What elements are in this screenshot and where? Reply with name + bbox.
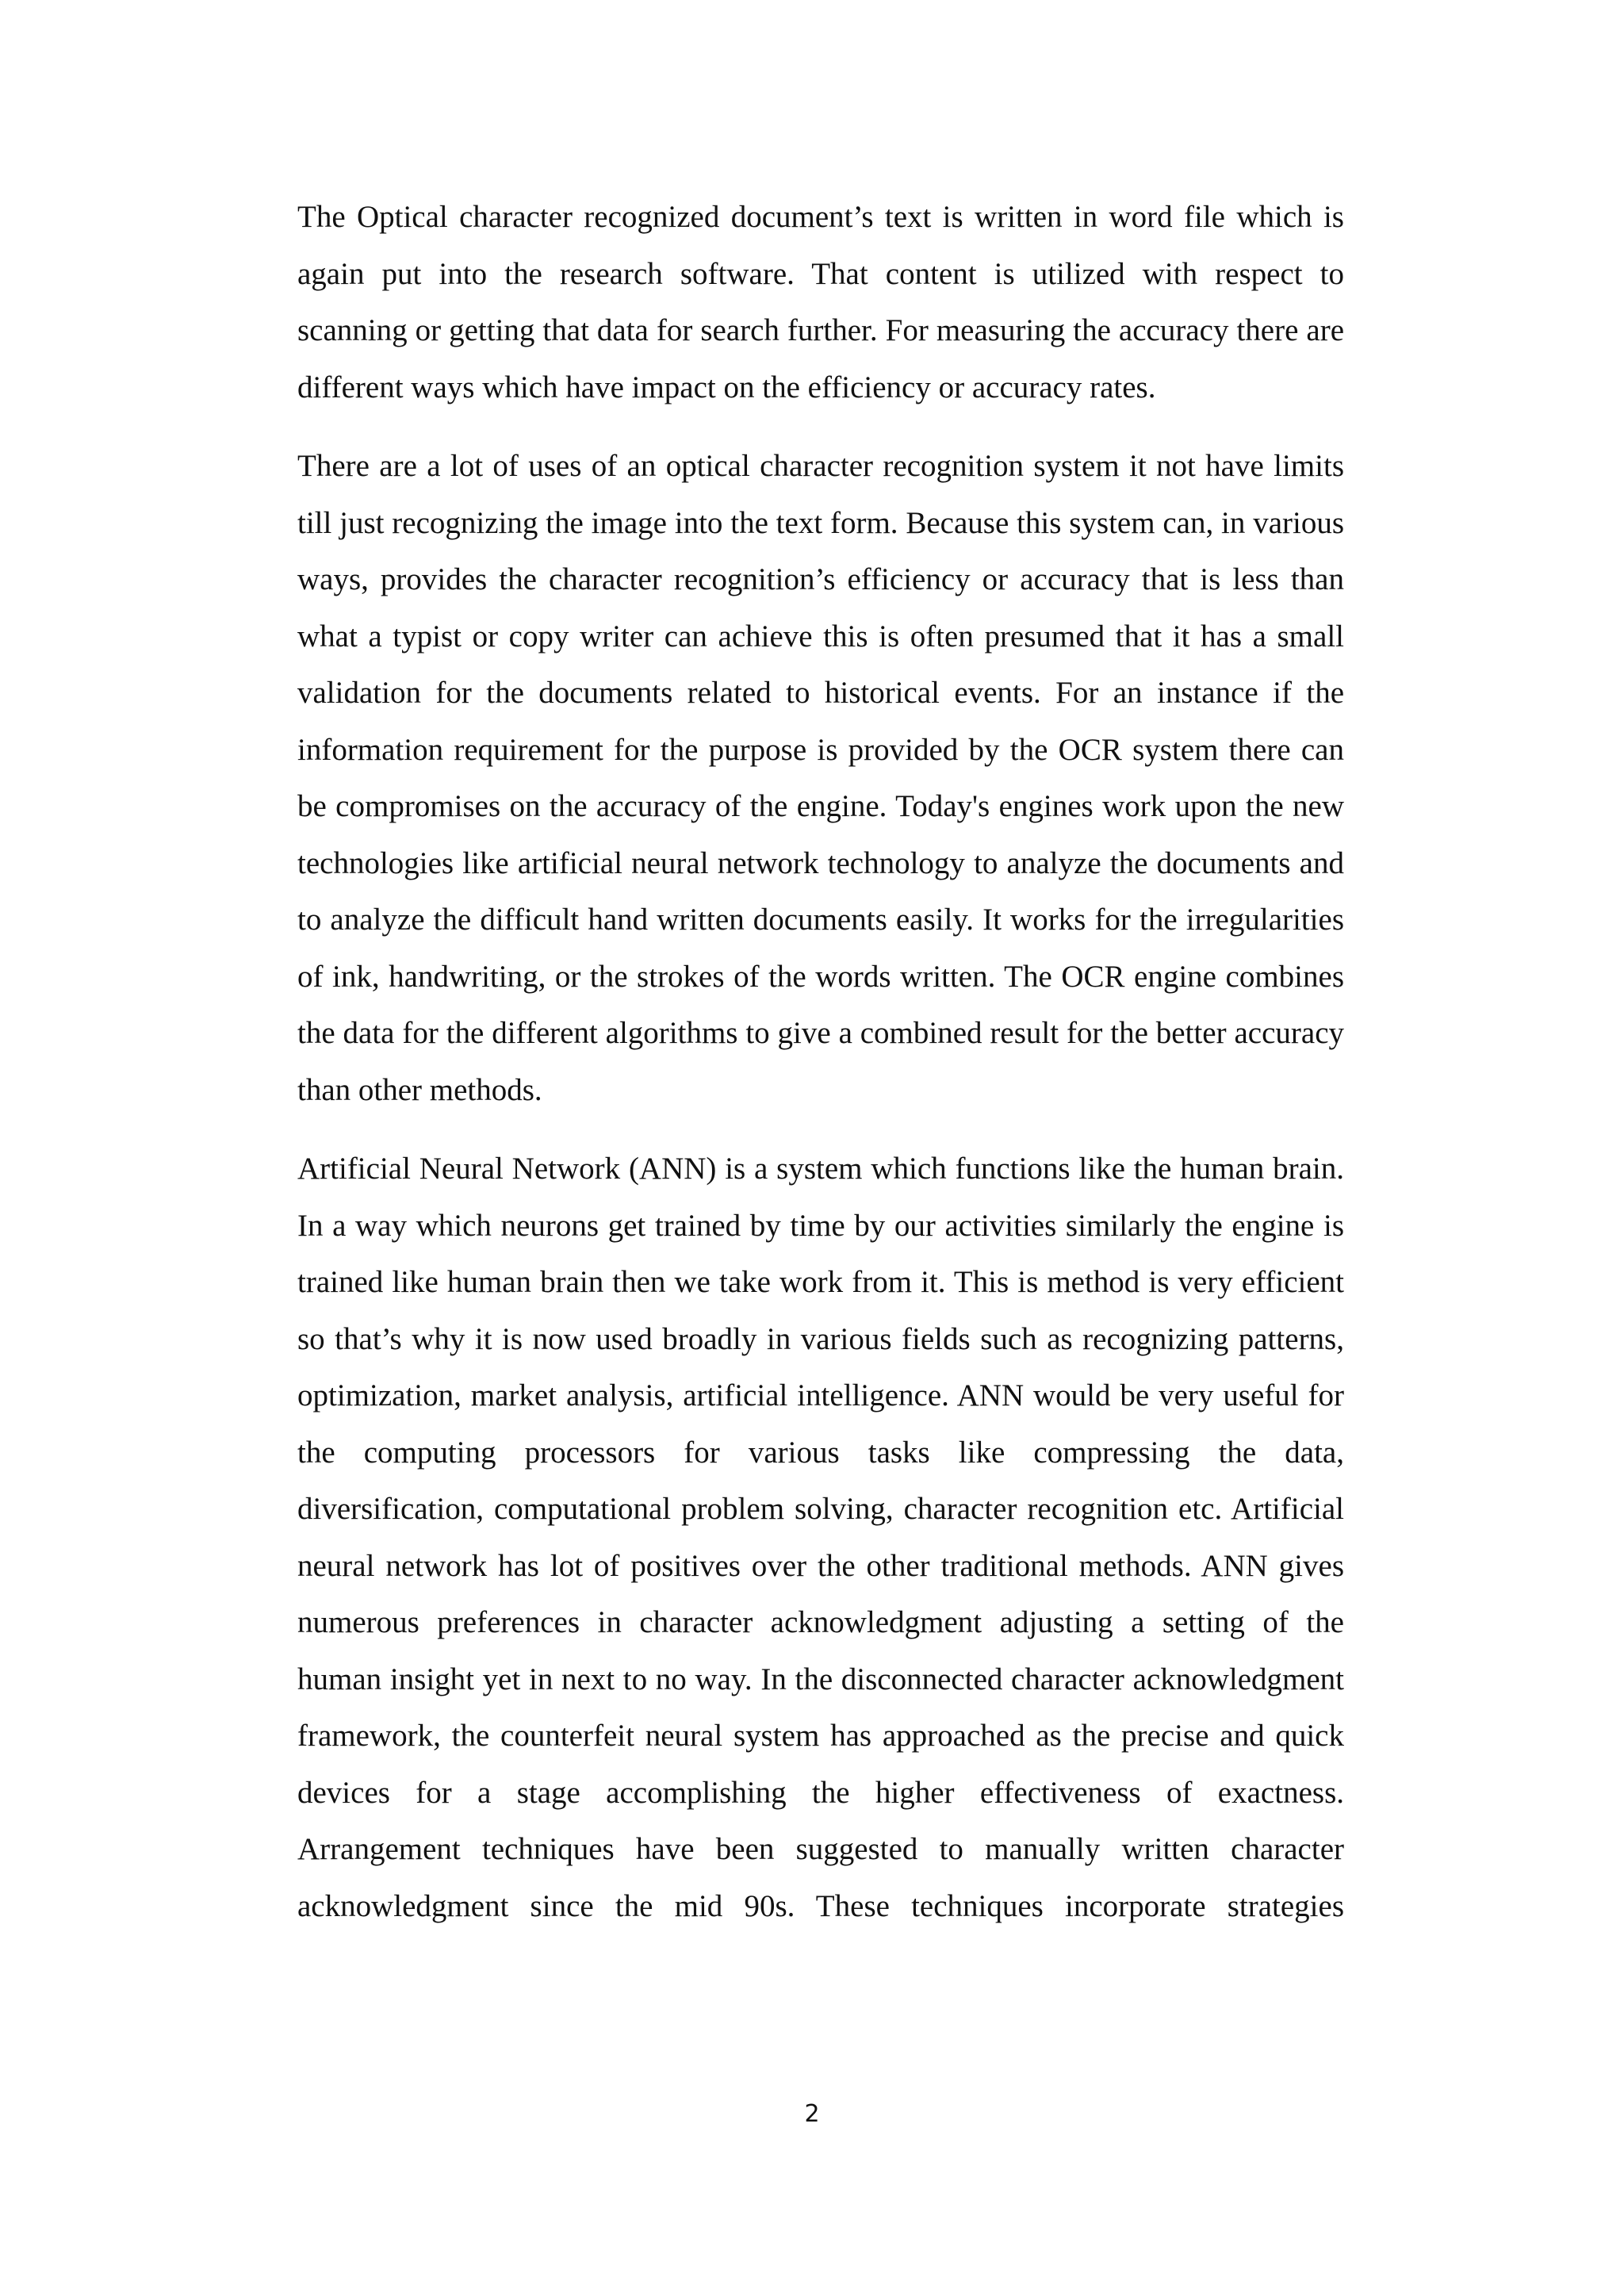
- paragraph-ocr-uses: There are a lot of uses of an optical character recognition system it not have limits till just recognizing the image into the text form. Because this system can, in various ways, provides the character recognition’s efficiency or accuracy that is less than what a typist or copy writer can achieve this is often presumed that it has a small validation for the documents related to historical events. For an instance if the information requirement for the purpose is provided by the OCR system there can be compromises on the accuracy of the engine. Today's engines work upon the new technologies like artificial neural network technology to analyze the documents and to analyze the difficult hand written documents easily. It works for the irregularities of ink, handwriting, or the strokes of the words written. The OCR engine combines the data for the different algorithms to give a combined result for the better accuracy than other methods.: [297, 449, 1344, 1107]
- paragraph-ocr-output: The Optical character recognized document’s text is written in word file which is again put into the research software. That content is utilized with respect to scanning or getting that data for search further. For measuring the accuracy there are different ways which have impact on the efficiency or accuracy rates.: [297, 200, 1344, 404]
- paragraph-ann: Artificial Neural Network (ANN) is a system which functions like the human brain. In a way which neurons get trained by time by our activities similarly the engine is trained like human brain then we take work from it. This is method is very efficient so that’s why it is now used broadly in various fields such as recognizing patterns, optimization, market analysis, artificial intelligence. ANN would be very useful for the computing processors for various tasks like compressing the data, diversification, computational problem solving, character recognition etc. Artificial neural network has lot of positives over the other traditional methods. ANN gives numerous preferences in character acknowledgment adjusting a setting of the human insight yet in next to no way. In the disconnected character acknowledgment framework, the counterfeit neural system has approached as the precise and quick devices for a stage accomplishing the higher effectiveness of exactness. Arrangement techniques have been suggested to manually written character acknowledgment since the mid 90s. These techniques incorporate strategies: [297, 1152, 1344, 1923]
- page-number: 2: [804, 2100, 820, 2128]
- body-text: [297, 189, 1344, 1934]
